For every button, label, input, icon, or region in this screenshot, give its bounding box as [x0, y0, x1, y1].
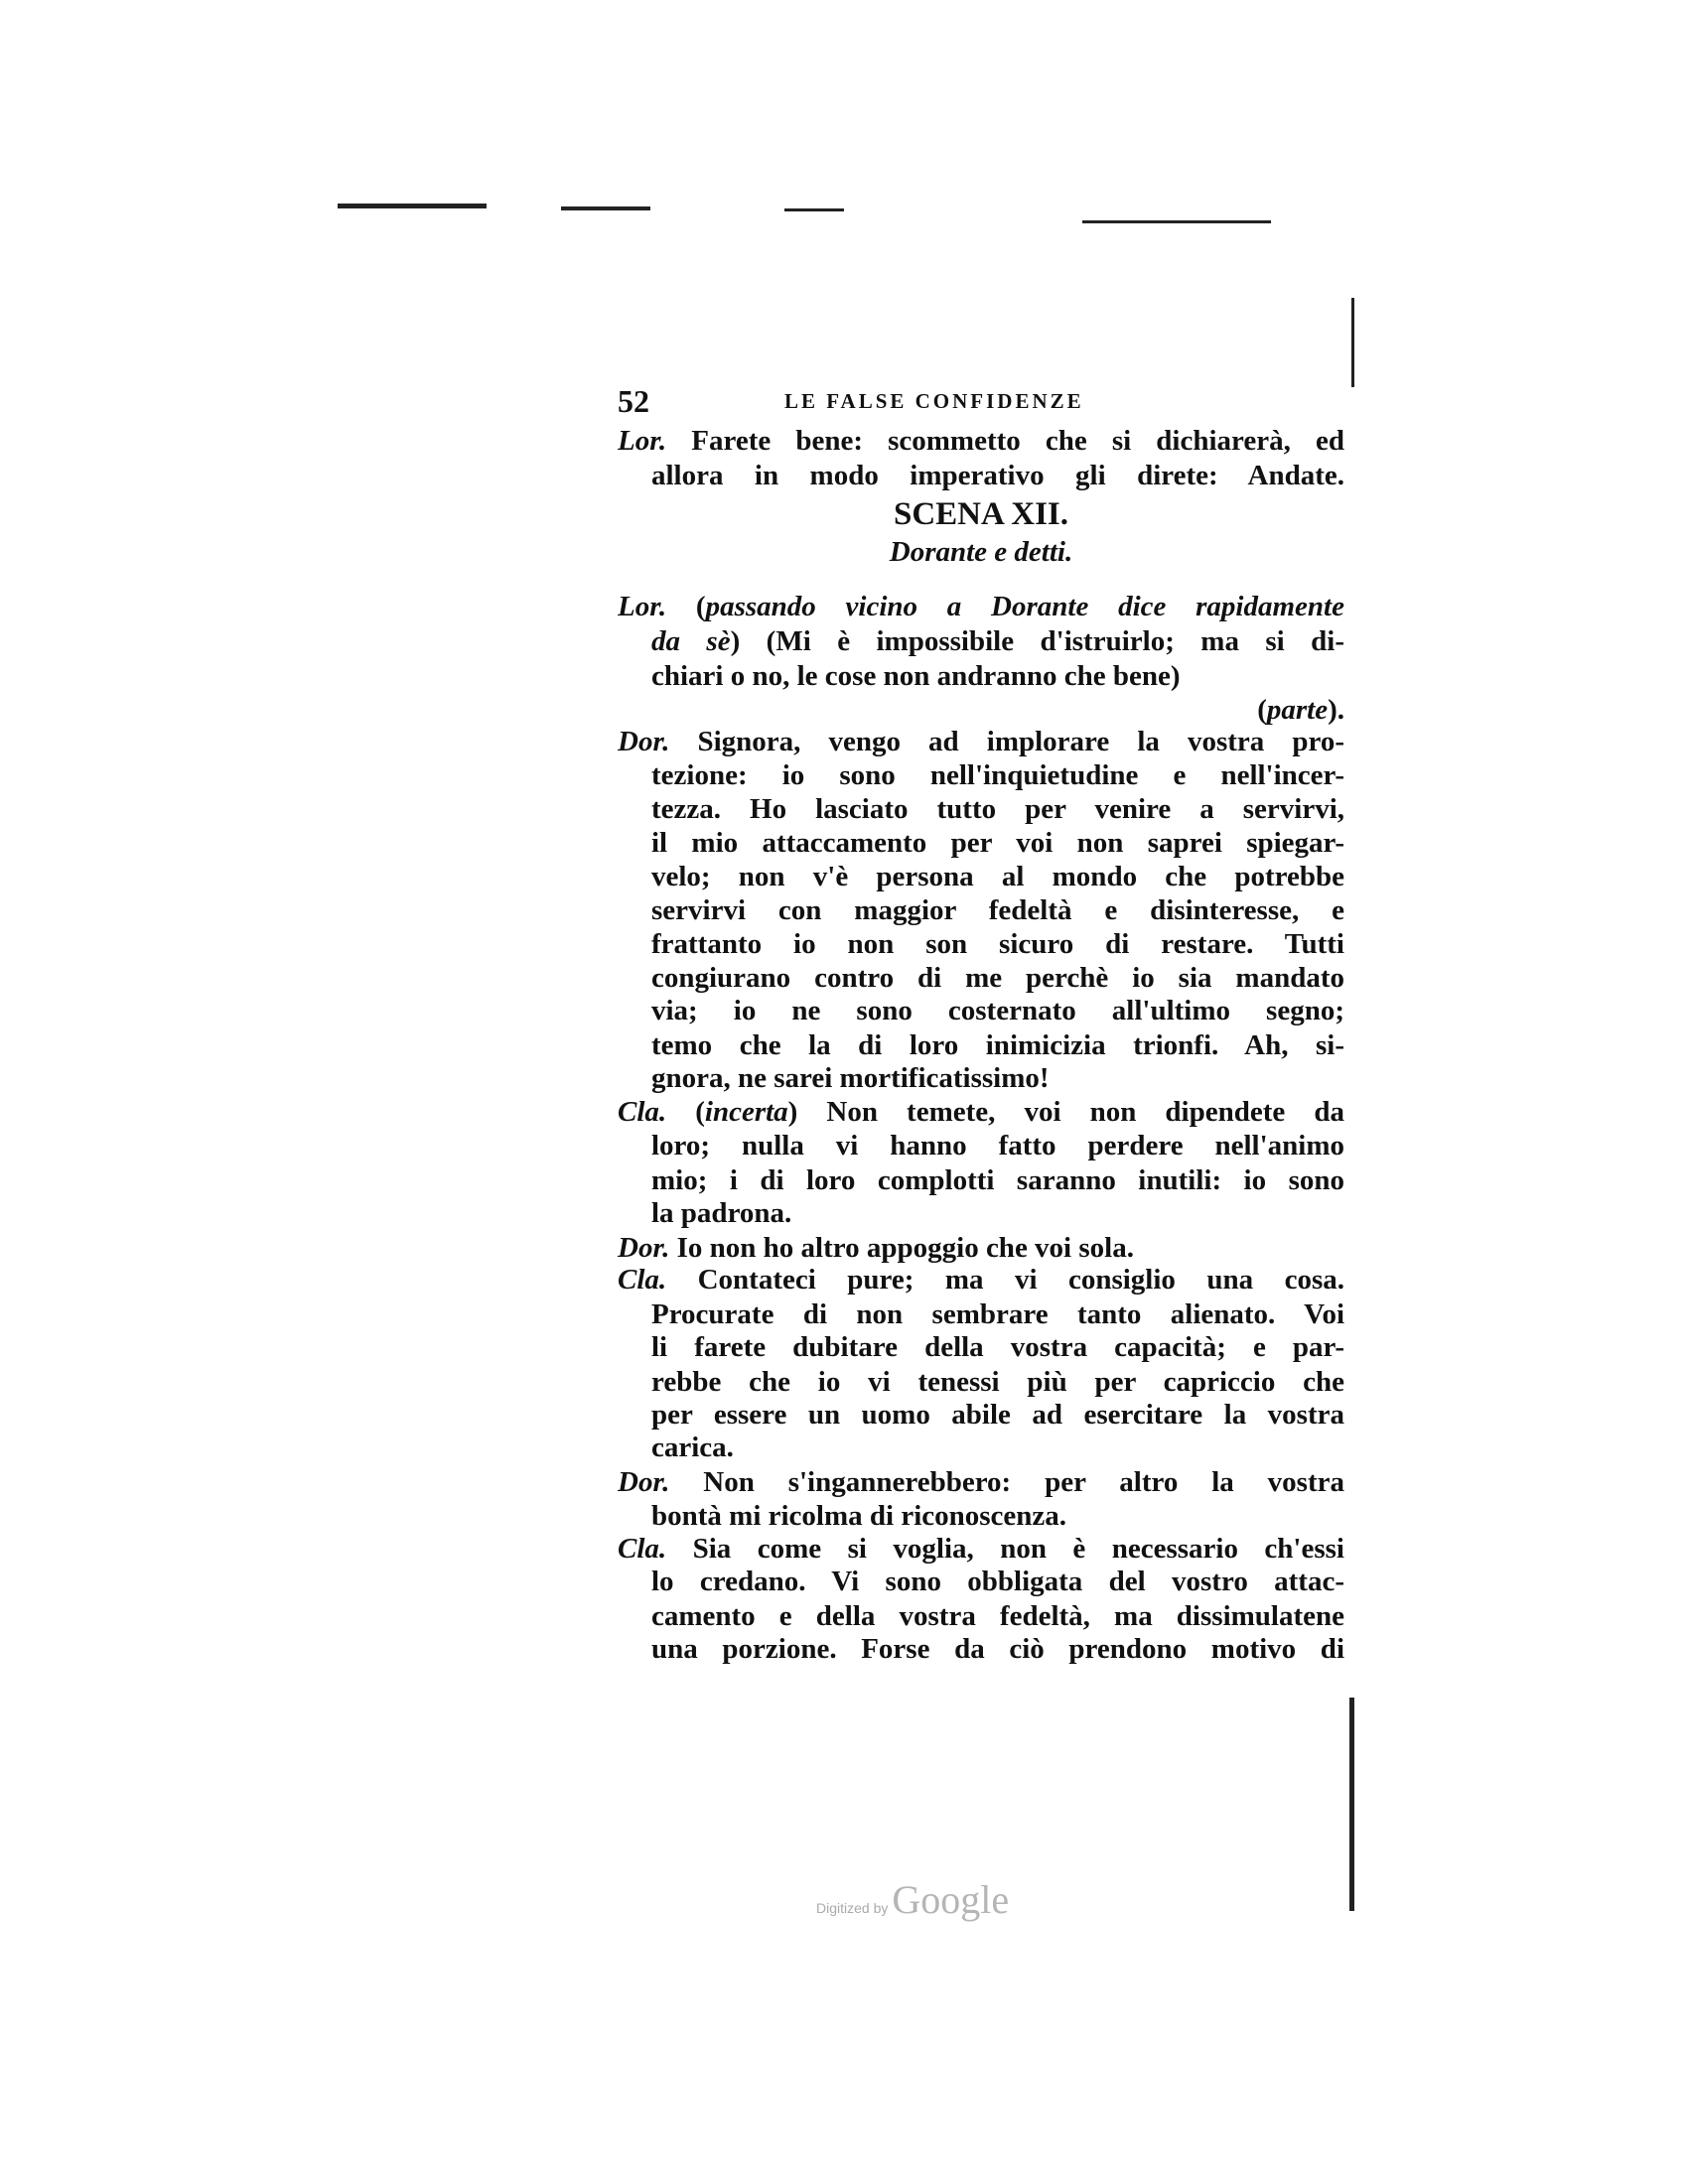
text-line — [651, 1327, 1344, 1367]
speaker-name: Cla. — [618, 1264, 667, 1296]
text-segment: Contateci pure; ma vi consiglio una cosa. — [666, 1264, 1344, 1296]
text-segment: servirvi con maggior fedeltà e disinteresse, e — [651, 894, 1344, 926]
text-segment: li farete dubitare della vostra capacità; e par- — [651, 1331, 1344, 1363]
scan-artifact — [561, 206, 650, 210]
scene-subtitle: Dorante e detti. — [889, 536, 1073, 568]
watermark-brand: Google — [892, 1877, 1010, 1922]
text-segment: per essere un uomo abile ad esercitare la vostra — [651, 1399, 1344, 1431]
italic-text: passando vicino a Dorante dice rapidamente — [705, 591, 1344, 622]
text-segment: Non s'ingannerebbero: per altro la vostra — [669, 1466, 1344, 1498]
text-segment: la padrona. — [651, 1197, 792, 1229]
text-segment: velo; non v'è persona al mondo che potrebbe — [651, 861, 1344, 892]
scan-edge-line — [1349, 1698, 1354, 1911]
text-segment: ( — [666, 1096, 705, 1128]
text-segment: carica. — [651, 1432, 734, 1463]
text-segment: allora in modo imperativo gli direte: Andate. — [651, 460, 1344, 491]
speaker-name: Cla. — [618, 1096, 667, 1128]
text-segment: ( — [1257, 694, 1267, 726]
text-segment: chiari o no, le cose non andranno che bene) — [651, 660, 1181, 692]
text-segment: congiurano contro di me perchè io sia mandato — [651, 962, 1344, 994]
text-segment: lo credano. Vi sono obbligata del vostro attac- — [651, 1566, 1344, 1597]
text-segment: ( — [666, 591, 706, 622]
speaker-name: Cla. — [618, 1533, 667, 1565]
text-line — [651, 1629, 1344, 1669]
text-line — [651, 1193, 1344, 1233]
text-segment: bontà mi ricolma di riconoscenza. — [651, 1500, 1067, 1532]
text-segment: tezione: io sono nell'inquietudine e nell'incer- — [651, 759, 1344, 791]
speaker-name: Lor. — [618, 591, 667, 622]
text-segment: una porzione. Forse da ciò prendono motivo di — [651, 1633, 1344, 1665]
text-line — [618, 587, 1344, 626]
speaker-name: Dor. — [618, 726, 670, 757]
watermark-prefix: Digitized by — [816, 1900, 889, 1916]
page-number: 52 — [618, 383, 649, 419]
scan-artifact — [338, 204, 487, 208]
italic-text: parte — [1266, 694, 1329, 726]
speaker-name: Lor. — [618, 425, 667, 457]
text-line — [618, 421, 1344, 461]
text-line — [618, 1260, 1344, 1299]
text-segment: frattanto io non son sicuro di restare. Tutti — [651, 928, 1344, 960]
text-segment: Io non ho altro appoggio che voi sola. — [669, 1232, 1134, 1264]
speaker-name: Dor. — [618, 1232, 670, 1264]
text-segment: rebbe che io vi tenessi più per capriccio che — [651, 1366, 1344, 1398]
text-line — [651, 1562, 1344, 1601]
text-segment: via; io ne sono costernato all'ultimo segno; — [651, 995, 1344, 1026]
text-line — [651, 621, 1344, 661]
scan-artifact — [784, 208, 844, 211]
text-segment: tezza. Ho lasciato tutto per venire a servirvi, — [651, 793, 1344, 825]
scene-title: SCENA XII. — [893, 496, 1069, 532]
running-title: LE FALSE CONFIDENZE — [784, 389, 1084, 413]
scan-edge-line — [1351, 298, 1354, 387]
text-segment: Farete bene: scommetto che si dichiarerà, ed — [666, 425, 1344, 457]
text-segment: Sia come si voglia, non è necessario ch'essi — [666, 1533, 1344, 1565]
speaker-name: Dor. — [618, 1466, 670, 1498]
italic-text: incerta — [704, 1096, 788, 1128]
text-line — [651, 456, 1344, 495]
text-segment: ). — [1328, 694, 1344, 726]
text-segment: loro; nulla vi hanno fatto perdere nell'animo — [651, 1130, 1344, 1161]
text-line — [651, 1428, 1344, 1467]
text-line — [651, 991, 1344, 1030]
text-line — [651, 1126, 1344, 1165]
italic-text: da sè — [651, 625, 731, 657]
text-segment: Signora, vengo ad implorare la vostra pro- — [669, 726, 1344, 757]
text-segment: Procurate di non sembrare tanto alienato. Voi — [651, 1298, 1344, 1330]
text-segment: temo che la di loro inimicizia trionfi. Ah, si- — [651, 1029, 1344, 1061]
google-watermark — [816, 1876, 1009, 1923]
text-segment: il mio attaccamento per voi non saprei spiegar- — [651, 827, 1344, 859]
text-segment: ) Non temete, voi non dipendete da — [787, 1096, 1344, 1128]
text-segment: ) (Mi è impossibile d'istruirlo; ma si di- — [730, 625, 1344, 657]
text-segment: gnora, ne sarei mortificatissimo! — [651, 1062, 1050, 1094]
scan-artifact — [1082, 220, 1271, 223]
text-segment: camento e della vostra fedeltà, ma dissimulatene — [651, 1600, 1344, 1632]
text-segment: mio; i di loro complotti saranno inutili: io sono — [651, 1164, 1344, 1196]
